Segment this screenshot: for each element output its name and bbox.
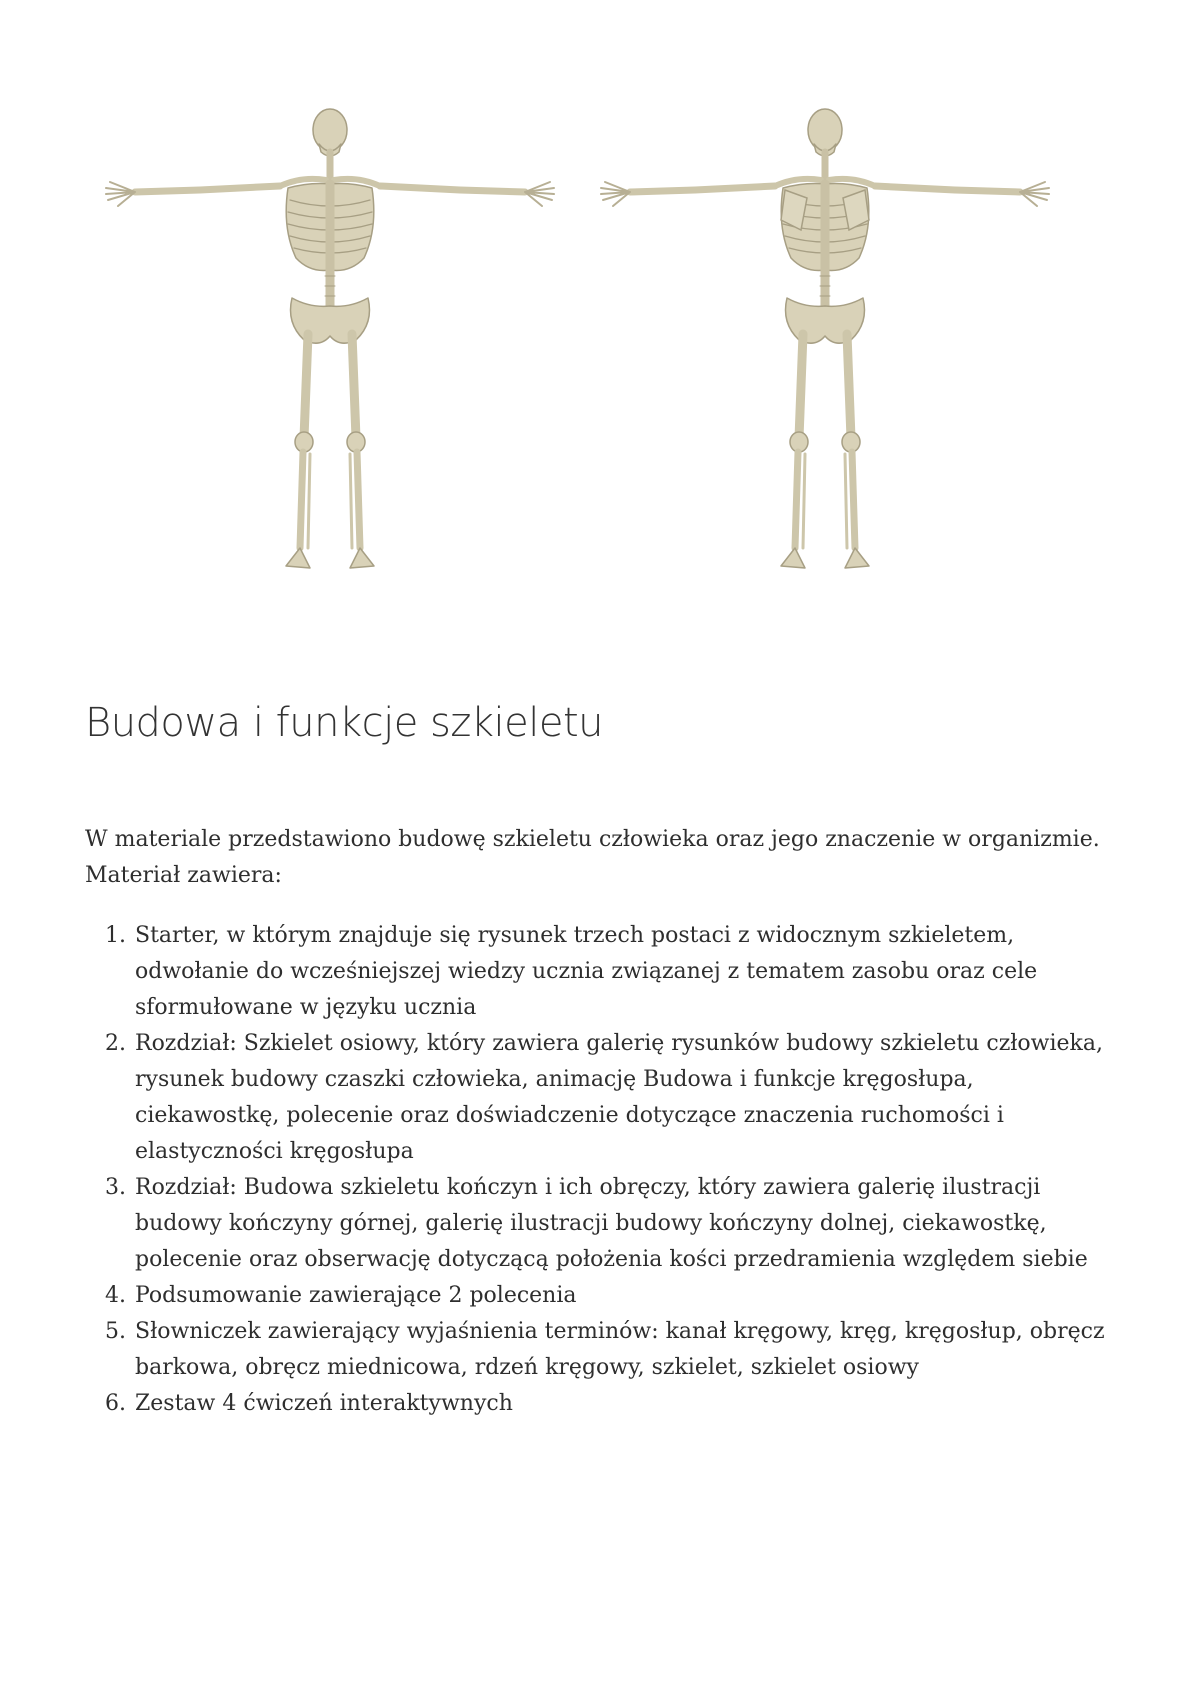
document-body [85, 822, 1125, 1422]
list-item: 1. Starter, w którym znajduje się rysunek trzech postaci z widocznym szkieletem, odwołanie do wcześniejszej wiedzy ucznia związanej z tematem zasobu oraz cele sformułowane w języku ucznia [133, 918, 1125, 1026]
list-item: 3. Rozdział: Budowa szkieletu kończyn i ich obręczy, który zawiera galerię ilustracji budowy kończyny górnej, galerię ilustracji budowy kończyny dolnej, ciekawostkę, polecenie oraz obserwację dotyczącą położenia kości przedramienia względem siebie [133, 1170, 1125, 1278]
list-item: 2. Rozdział: Szkielet osiowy, który zawiera galerię rysunków budowy szkieletu człowieka, rysunek budowy czaszki człowieka, animację Budowa i funkcje kręgosłupa, ciekawostkę, polecenie oraz doświadczenie dotyczące znaczenia ruchomości i elastyczności kręgosłupa [133, 1026, 1125, 1170]
contents-list [85, 918, 1125, 1422]
skeleton-back-view [601, 109, 1049, 568]
list-item: 4. Podsumowanie zawierające 2 polecenia [133, 1278, 1125, 1314]
intro-line-1: W materiale przedstawiono budowę szkieletu człowieka oraz jego znaczenie w organizmie. [85, 827, 1100, 852]
document-title: Budowa i funkcje szkieletu [85, 700, 604, 746]
list-item: 5. Słowniczek zawierający wyjaśnienia terminów: kanał kręgowy, kręg, kręgosłup, obręcz barkowa, obręcz miednicowa, rdzeń kręgowy, szkielet, szkielet osiowy [133, 1314, 1125, 1386]
intro-paragraph [85, 822, 1125, 894]
skeleton-illustration [90, 108, 1110, 633]
intro-line-2: Materiał zawiera: [85, 863, 282, 888]
list-item: 6. Zestaw 4 ćwiczeń interaktywnych [133, 1386, 1125, 1422]
skeleton-front-view [106, 109, 554, 568]
